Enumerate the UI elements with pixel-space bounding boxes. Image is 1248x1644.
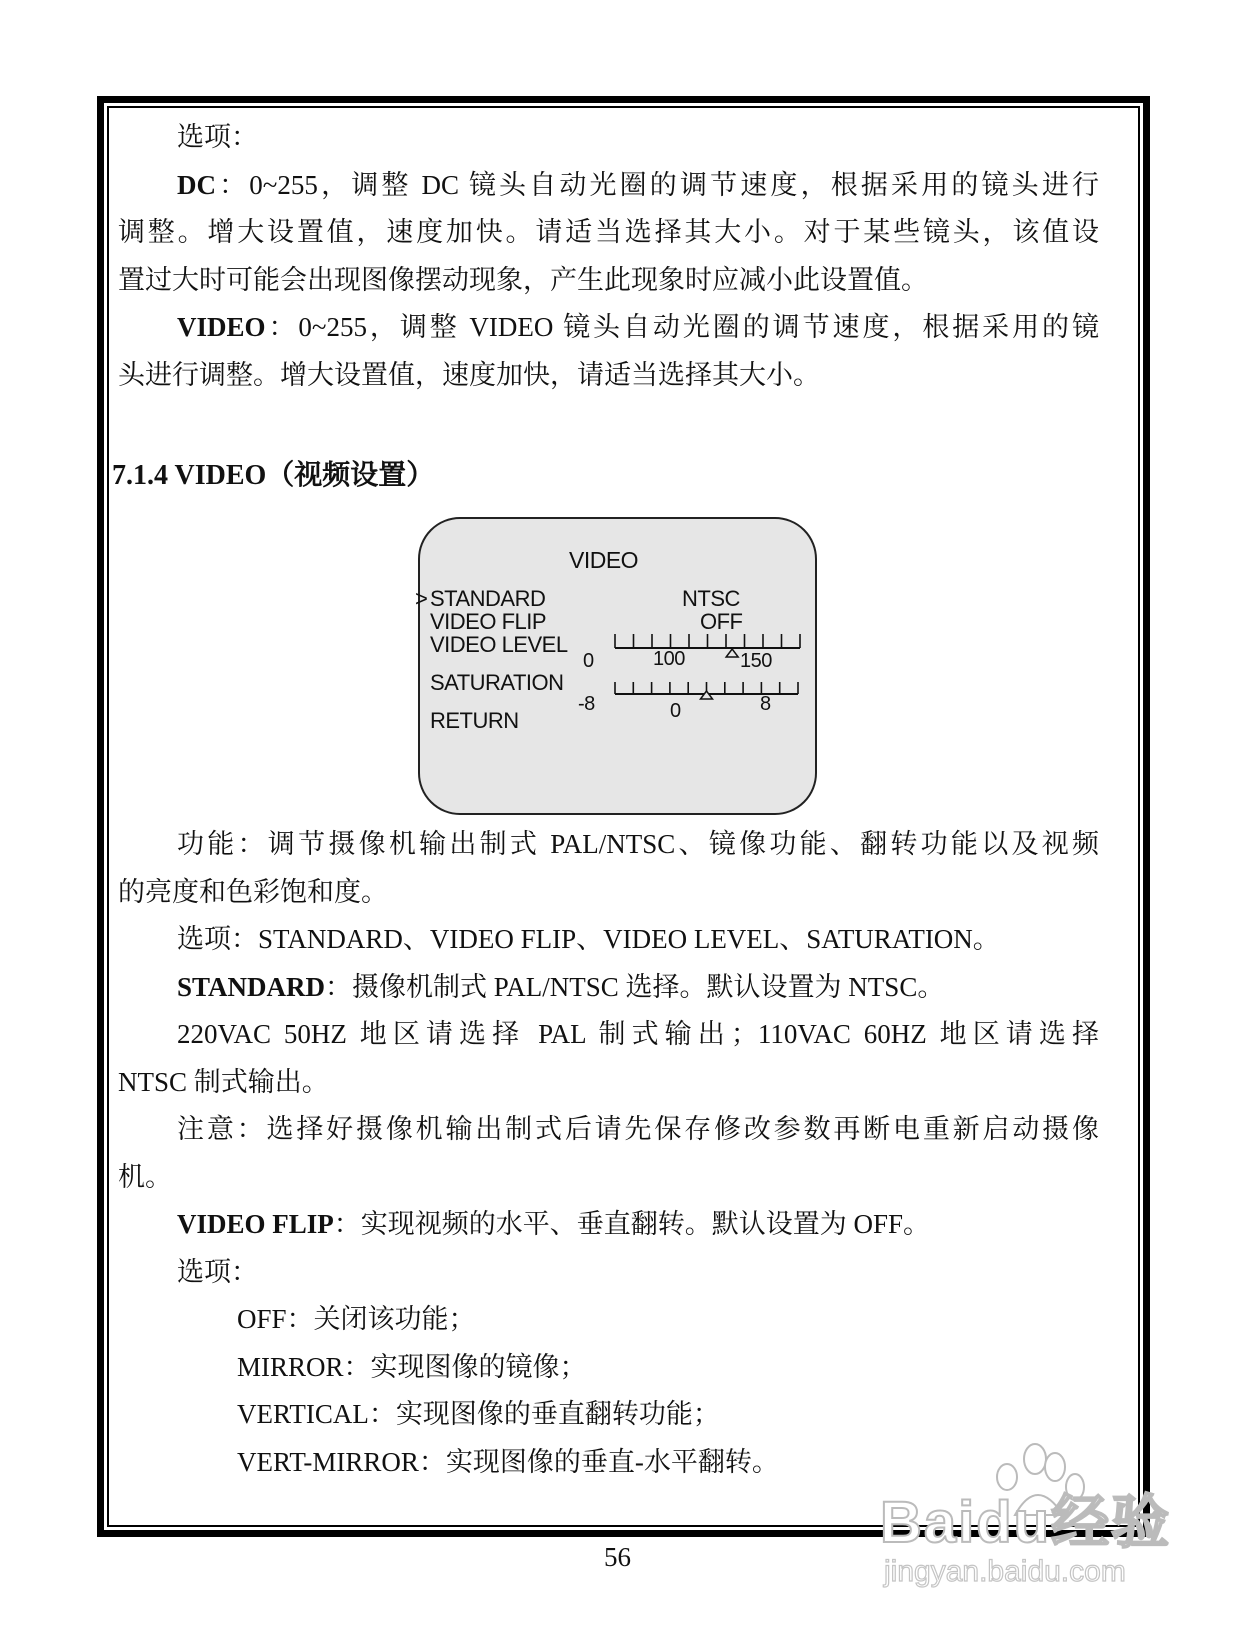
dc-video-options-section (118, 114, 1099, 399)
video-flip-term: VIDEO FLIP (177, 1209, 334, 1239)
video-flip-description: ：实现视频的水平、垂直翻转。默认设置为 OFF。 (333, 1209, 931, 1239)
text-line: 头进行调整。增大设置值，速度加快，请适当选择其大小。 (118, 359, 820, 390)
saturation-label-max: 8 (760, 693, 771, 715)
video-level-scale (615, 634, 800, 657)
osd-item-standard[interactable]: STANDARD (430, 586, 546, 611)
video-description-section (118, 821, 1099, 1486)
osd-cursor: > (415, 586, 428, 611)
function-line: 功能：调节摄像机输出制式 PAL/NTSC、镜像功能、翻转功能以及视频 (177, 829, 1099, 859)
page-number: 56 (604, 1542, 631, 1572)
text-line: 置过大时可能会出现图像摆动现象，产生此现象时应减小此设置值。 (118, 264, 928, 295)
osd-title: VIDEO (569, 547, 639, 573)
section-heading: 7.1.4 VIDEO（视频设置） (112, 460, 435, 491)
options-label: 选项： (177, 122, 258, 152)
osd-item-return[interactable]: RETURN (430, 708, 519, 733)
options-line: 选项：STANDARD、VIDEO FLIP、VIDEO LEVEL、SATURATION。 (177, 924, 1000, 954)
osd-item-video-flip[interactable]: VIDEO FLIP (430, 609, 547, 634)
dc-option-line (118, 162, 1099, 210)
option-off: OFF：关闭该功能； (237, 1304, 476, 1334)
watermark-url: jingyan.baidu.com (884, 1555, 1126, 1588)
text-line: 220VAC 50HZ 地区请选择 PAL 制式输出；110VAC 60HZ 地区请选择 (177, 1019, 1099, 1049)
baidu-watermark (880, 1455, 1180, 1595)
video-term: VIDEO (177, 312, 266, 342)
video-option-line (118, 304, 1099, 352)
video-level-label-min: 0 (583, 650, 594, 672)
video-level-label-max: 150 (740, 650, 772, 672)
standard-line (118, 964, 1099, 1012)
standard-term: STANDARD (177, 971, 326, 1002)
option-mirror: MIRROR：实现图像的镜像； (237, 1351, 587, 1382)
note-line: 注意：选择好摄像机输出制式后请先保存修改参数再断电重新启动摄像 (177, 1114, 1099, 1144)
option-vertical: VERTICAL：实现图像的垂直翻转功能； (237, 1399, 720, 1429)
options-label: 选项： (177, 1256, 258, 1287)
osd-item-saturation[interactable]: SATURATION (430, 670, 564, 695)
osd-item-video-level[interactable]: VIDEO LEVEL (430, 632, 568, 657)
dc-description: ：0~255，调整 DC 镜头自动光圈的调节速度，根据采用的镜头进行 (216, 169, 1099, 200)
osd-standard-value: NTSC (682, 586, 740, 611)
text-line: NTSC 制式输出。 (118, 1066, 329, 1097)
text-line: 的亮度和色彩饱和度。 (118, 876, 388, 907)
watermark-logo-text: Baidu经验 (880, 1490, 1172, 1555)
standard-description: ：摄像机制式 PAL/NTSC 选择。默认设置为 NTSC。 (325, 971, 945, 1002)
video-description: ：0~255，调整 VIDEO 镜头自动光圈的调节速度，根据采用的镜 (265, 312, 1099, 342)
text-line: 机。 (118, 1161, 172, 1192)
saturation-label-mid: 0 (670, 700, 681, 722)
video-level-label-mid: 100 (653, 648, 685, 670)
scale-marker-triangle-icon (726, 649, 738, 657)
osd-video-flip-value: OFF (700, 609, 743, 634)
osd-video-menu (415, 517, 817, 815)
text-line: 调整。增大设置值，速度加快。请适当选择其大小。对于某些镜头，该值设 (118, 217, 1099, 247)
dc-term: DC (177, 169, 216, 200)
saturation-label-min: -8 (578, 693, 595, 715)
option-vert-mirror: VERT-MIRROR：实现图像的垂直-水平翻转。 (237, 1446, 779, 1477)
video-flip-line (118, 1201, 1099, 1249)
